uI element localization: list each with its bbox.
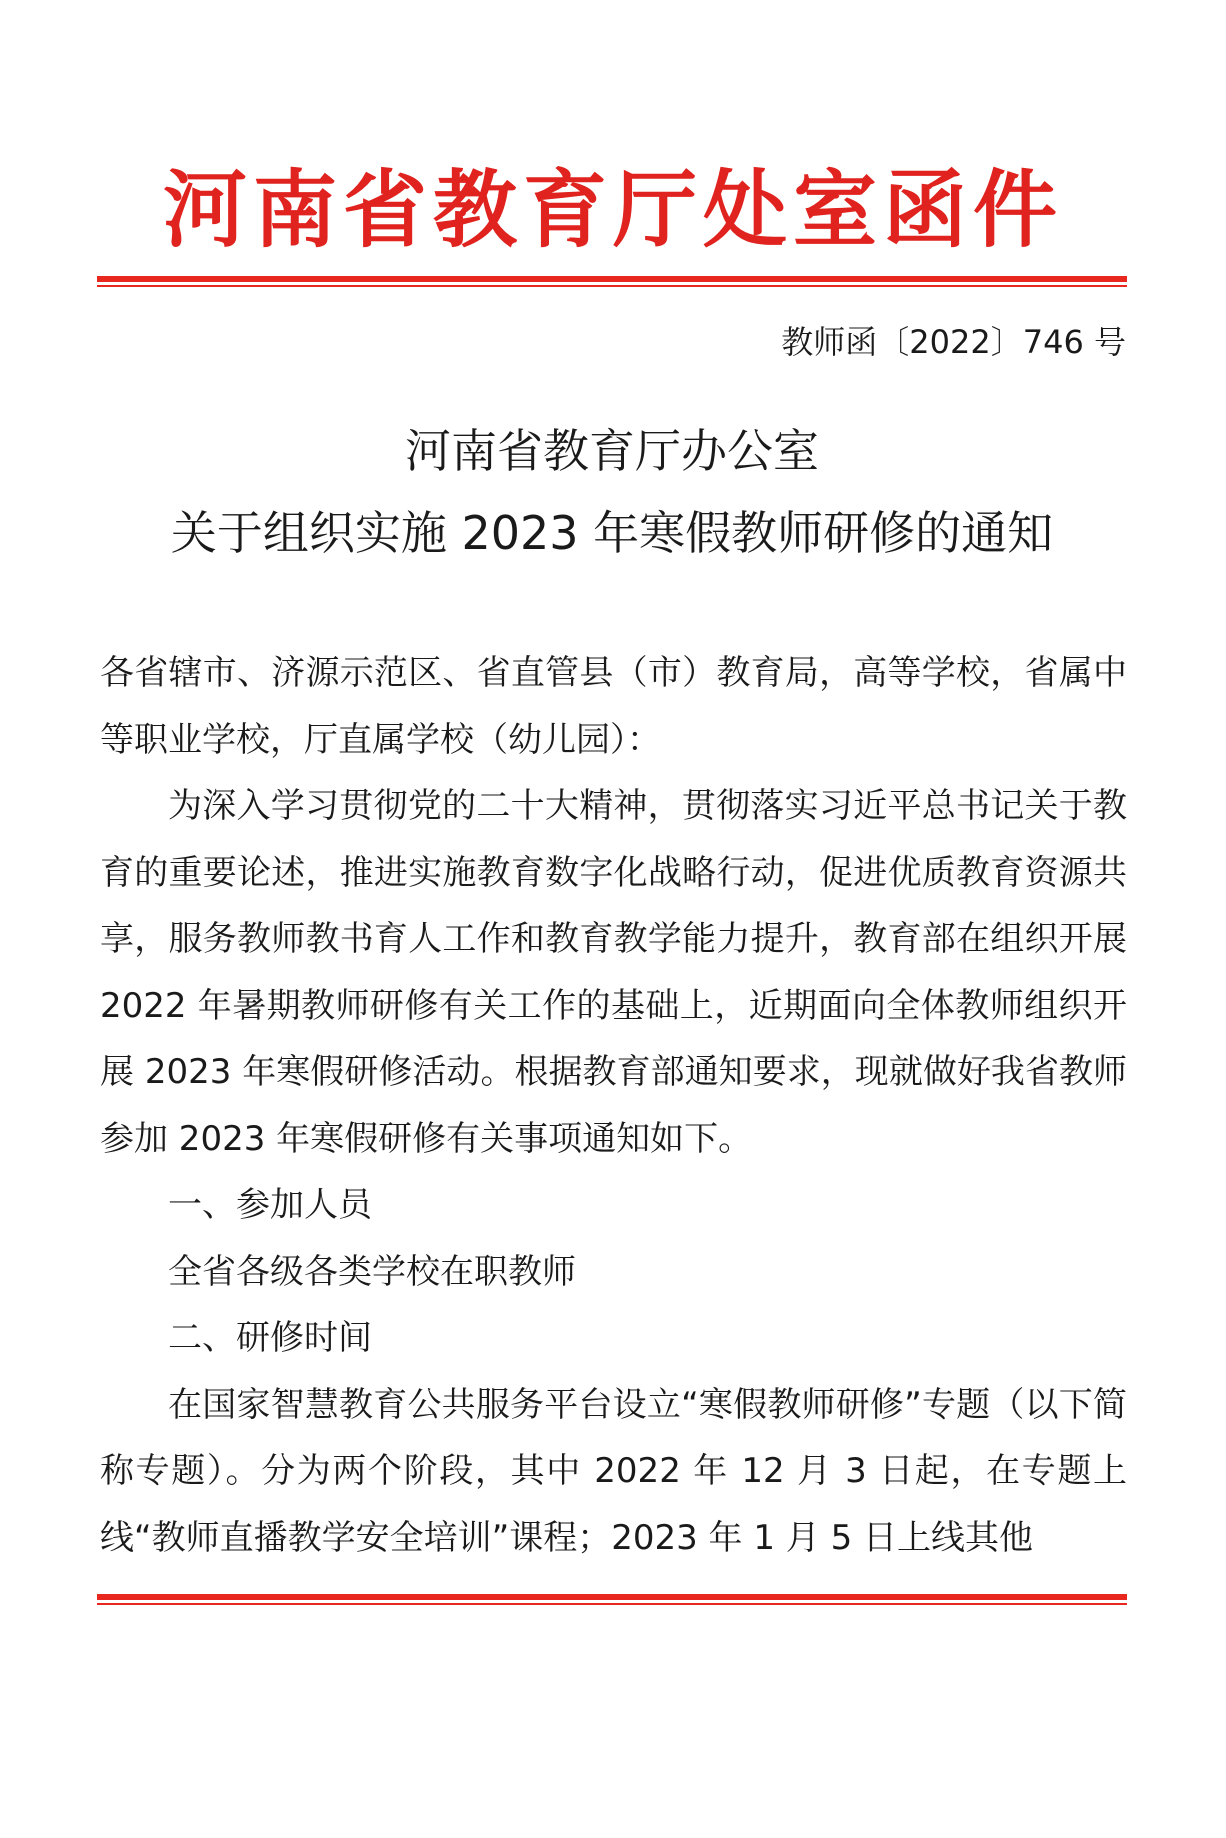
salutation: 各省辖市、济源示范区、省直管县（市）教育局，高等学校，省属中等职业学校，厅直属学校（幼儿园）： bbox=[100, 653, 1127, 760]
bottom-red-rule bbox=[97, 1594, 1127, 1605]
letterhead-title: 河南省教育厅处室函件 bbox=[162, 161, 1063, 259]
top-red-rule bbox=[97, 276, 1127, 287]
section-1-heading: 一、参加人员 bbox=[168, 1185, 372, 1225]
bottom-rule-thick-line bbox=[97, 1594, 1127, 1600]
document-number: 教师函〔2022〕746 号 bbox=[781, 323, 1126, 361]
section-2-text: 在国家智慧教育公共服务平台设立“寒假教师研修”专题（以下简称专题）。分为两个阶段，其中 2022 年 12 月 3 日起，在专题上线“教师直播教学安全培训”课程；2023 年 1 月 5 日上线其他 bbox=[100, 1384, 1127, 1558]
notice-title-line-2: 关于组织实施 2023 年寒假教师研修的通知 bbox=[170, 506, 1054, 560]
top-rule-thick-line bbox=[97, 276, 1127, 282]
section-2-heading: 二、研修时间 bbox=[168, 1318, 372, 1358]
notice-title-line-1: 河南省教育厅办公室 bbox=[405, 424, 819, 478]
top-rule-thin-line bbox=[97, 285, 1127, 287]
intro-paragraph: 为深入学习贯彻党的二十大精神，贯彻落实习近平总书记关于教育的重要论述，推进实施教育数字化战略行动，促进优质教育资源共享，服务教师教书育人工作和教育教学能力提升，教育部在组织开展 2022 年暑期教师研修有关工作的基础上，近期面向全体教师组织开展 2023 年寒假研修活动。根据教育部通知要求，现就做好我省教师参加 2023 年寒假研修有关事项通知如下。 bbox=[100, 786, 1127, 1159]
section-1-text: 全省各级各类学校在职教师 bbox=[168, 1251, 576, 1292]
bottom-rule-thin-line bbox=[97, 1603, 1127, 1605]
notice-body bbox=[100, 640, 1127, 1571]
